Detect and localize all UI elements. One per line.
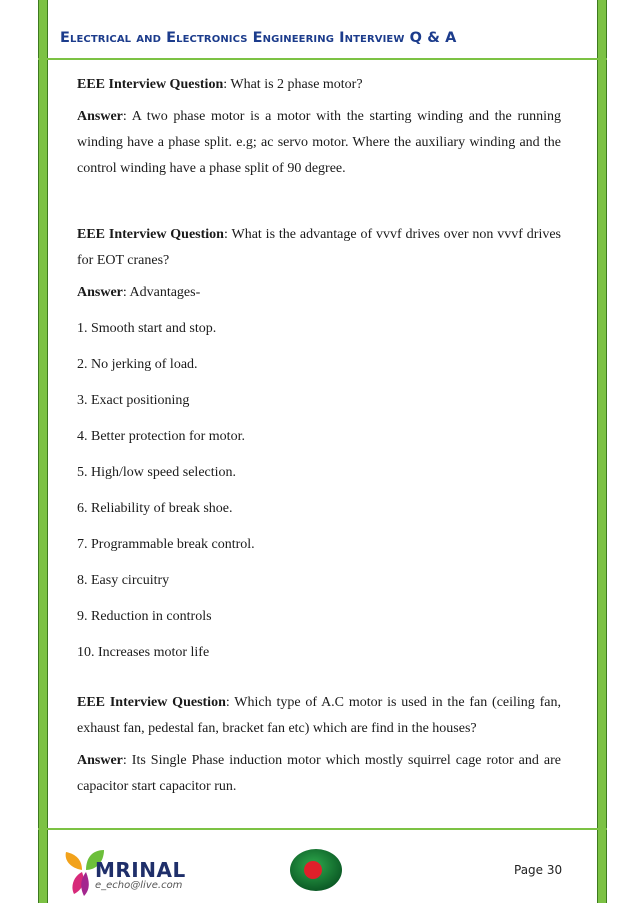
page-number: Page 30 [514,863,563,877]
list-item: 1. Smooth start and stop. [77,321,217,336]
list-item: 5. High/low speed selection. [77,465,237,480]
answer-3 [77,748,561,800]
page-content [77,72,561,800]
question-text: : What is the advantage of vvvf drives over non vvvf drives for EOT cranes? [77,227,562,268]
footer-logo-text: MRINAL [95,858,186,882]
question-text: : Which type of A.C motor is used in the fan (ceiling fan, exhaust fan, pedestal fan, bracket fan etc) which are find in the houses? [77,695,561,736]
question-label: EEE Interview Question [77,695,226,710]
list-item: 7. Programmable break control. [77,537,255,552]
question-1 [77,72,561,98]
advantages-list [77,316,561,676]
header-divider [38,58,607,60]
spacer [77,182,561,222]
list-item: 6. Reliability of break shoe. [77,501,233,516]
answer-label: Answer [77,753,123,768]
question-text: : What is 2 phase motor? [223,77,363,92]
list-item: 4. Better protection for motor. [77,429,245,444]
spacer [77,676,561,690]
list-item: 10. Increases motor life [77,645,210,660]
list-item: 8. Easy circuitry [77,573,170,588]
list-item: 2. No jerking of load. [77,357,198,372]
footer-logo-email: e_echo@live.com [95,880,183,891]
answer-text: : Its Single Phase induction motor which mostly squirrel cage rotor and are capacitor start capacitor run. [77,753,561,794]
answer-label: Answer [77,285,123,300]
question-label: EEE Interview Question [77,227,224,242]
right-border-bar [597,0,607,903]
answer-2 [77,280,561,316]
answer-text: : A two phase motor is a motor with the starting winding and the running winding have a phase split. e.g; ac servo motor. Where the auxiliary winding and the control winding have a phase split of 90 degree. [77,109,561,176]
question-3 [77,690,561,742]
left-border-bar [38,0,48,903]
page-header-title: Electrical and Electronics Engineering Interview Q & A [60,30,457,46]
answer-1 [77,104,561,182]
bangladesh-flag-icon [289,848,343,892]
list-item: 9. Reduction in controls [77,609,212,624]
answer-label: Answer [77,109,123,124]
list-item: 3. Exact positioning [77,393,190,408]
footer-divider [38,828,607,830]
answer-text: : Advantages- [122,285,201,300]
question-label: EEE Interview Question [77,77,224,92]
question-2 [77,222,561,274]
